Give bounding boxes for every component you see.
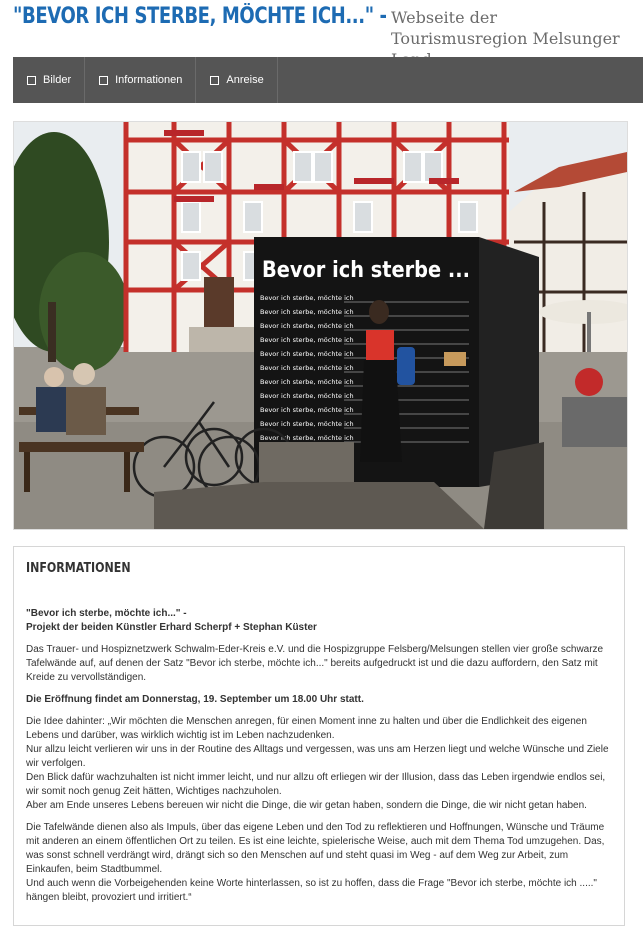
subtitle-line-1: Webseite der	[391, 8, 497, 27]
nav-item-label: Bilder	[43, 74, 72, 86]
nav-item-label: Informationen	[115, 74, 183, 86]
nav-item-bilder[interactable]	[13, 57, 85, 103]
board-line: Bevor ich sterbe, möchte ich	[260, 308, 354, 316]
square-icon	[27, 76, 36, 85]
nav-item-label: Anreise	[226, 74, 264, 86]
boards-paragraph	[26, 821, 612, 905]
idea-line-1: Die Idee dahinter: „Wir möchten die Menschen anregen, für einen Moment inne zu halten und über die Endlichkeit des eigenen Lebens und darüber, was wirklich wichtig ist im Leben nachzudenken.	[26, 716, 587, 741]
board-line: Bevor ich sterbe, möchte ich	[260, 420, 354, 428]
idea-line-3: Den Blick dafür wachzuhalten ist nicht immer leicht, und nur allzu oft erliegen wir der Illusion, dass das Leben irgendwie endlos sei, wir somit noch genug Zeit hätten, Wichtiges nachzuholen.	[26, 772, 606, 797]
boards-line-2: Und auch wenn die Vorbeigehenden keine Worte hinterlassen, so ist zu hoffen, dass die Frage "Bevor ich sterbe, möchte ich ....." hängen bleibt, provoziert und irritiert.“	[26, 878, 597, 903]
board-line: Bevor ich sterbe, möchte ich	[260, 364, 354, 372]
hero-illustration	[14, 122, 627, 529]
info-panel	[13, 546, 625, 926]
hero-photo	[13, 121, 628, 530]
board-line: Bevor ich sterbe, möchte ich	[260, 392, 354, 400]
nav-item-informationen[interactable]	[85, 57, 196, 103]
board-line: Bevor ich sterbe, möchte ich	[260, 294, 354, 302]
opening-note: Die Eröffnung findet am Donnerstag, 19. September um 18.00 Uhr statt.	[26, 694, 364, 705]
page-title: "BEVOR ICH STERBE, MÖCHTE ICH..." -	[13, 4, 387, 29]
project-title-line-1: "Bevor ich sterbe, möchte ich..." -	[26, 608, 187, 619]
square-icon	[99, 76, 108, 85]
square-icon	[210, 76, 219, 85]
site-header	[0, 0, 643, 56]
board-line: Bevor ich sterbe, möchte ich	[260, 350, 354, 358]
board-line: Bevor ich sterbe, möchte ich	[260, 322, 354, 330]
board-heading: Bevor ich sterbe ...	[262, 256, 470, 283]
intro-paragraph: Das Trauer- und Hospiznetzwerk Schwalm-Eder-Kreis e.V. und die Hospizgruppe Felsberg/Melsungen stellen vier große schwarze Tafelwände auf, auf denen der Satz "Bevor ich sterbe, möchte ich..." bereits aufgedruckt ist und die dazu auffordern, den Satz mit Kreide zu vervollständigen.	[26, 644, 604, 683]
board-line: Bevor ich sterbe, möchte ich	[260, 406, 354, 414]
subtitle-line-2: Tourismusregion Melsunger	[391, 29, 620, 48]
project-title-line-2: Projekt der beiden Künstler Erhard Scherpf + Stephan Küster	[26, 622, 317, 633]
main-nav	[13, 57, 643, 103]
idea-line-4: Aber am Ende unseres Lebens bereuen wir nicht die Dinge, die wir getan haben, sondern die Dinge, die wir nicht getan haben.	[26, 800, 587, 811]
idea-line-2: Nur allzu leicht verlieren wir uns in der Routine des Alltags und vergessen, was uns am Herzen liegt und welche Wünsche und Ziele wir verfolgen.	[26, 744, 609, 769]
board-line: Bevor ich sterbe, möchte ich	[260, 336, 354, 344]
board-line: Bevor ich sterbe, möchte ich	[260, 434, 354, 442]
idea-paragraph	[26, 715, 612, 813]
boards-line-1: Die Tafelwände dienen also als Impuls, über das eigene Leben und den Tod zu reflektieren und Hoffnungen, Wünsche und Träume mit anderen an einem öffentlichen Ort zu teilen. Es ist eine leichte, spielerische Weise, auch mit dem Thema Tod umzugehen. Das, was sonst schnell verdrängt wird, drängt sich so den Menschen auf und steht quasi im Weg - auf dem Weg zur Arbeit, zum Einkaufen, beim Stadtbummel.	[26, 822, 605, 875]
nav-item-anreise[interactable]	[196, 57, 277, 103]
board-line: Bevor ich sterbe, möchte ich	[260, 378, 354, 386]
section-heading: INFORMATIONEN	[26, 561, 131, 576]
